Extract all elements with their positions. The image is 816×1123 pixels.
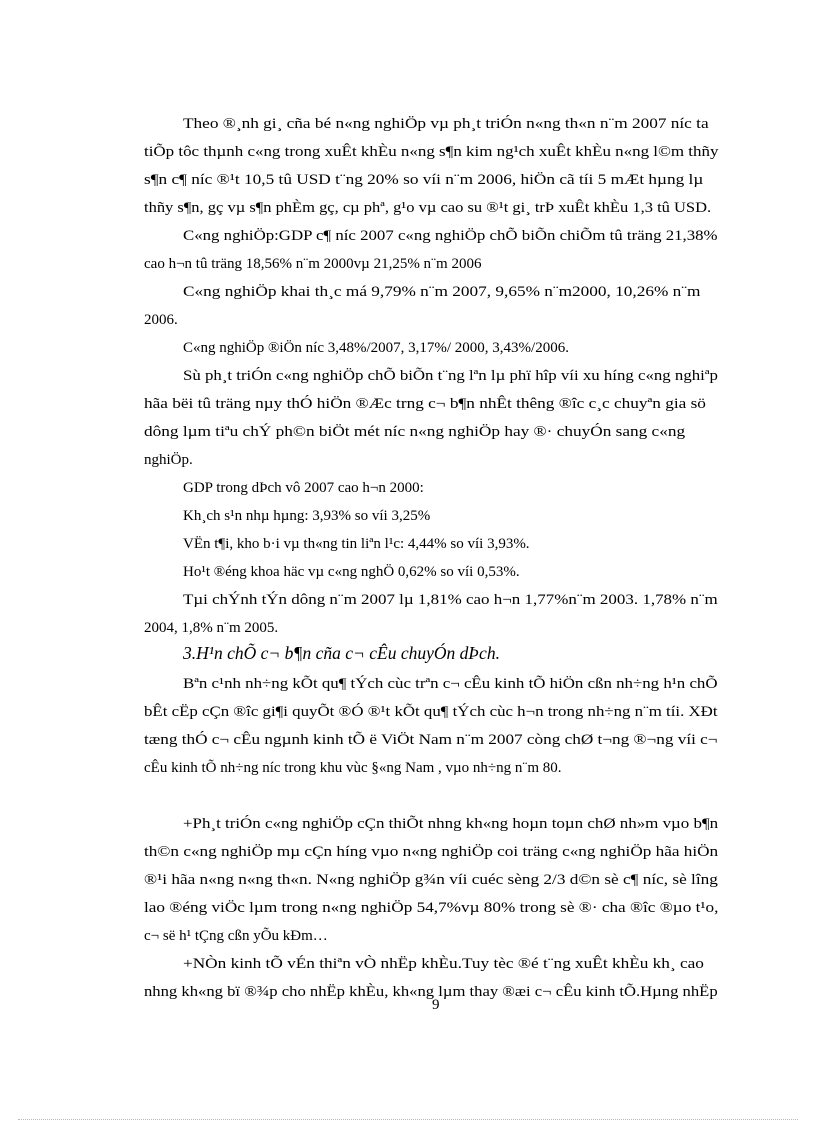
text-line: ®¹i hãa n«ng n«ng th«n. N«ng nghiÖp g¾n víi cuéc sèng 2/3 d©n sè c¶ níc, sè lîng: [144, 872, 718, 888]
text-line: c¬ së h¹ tÇng cßn yÕu kÐm…: [144, 928, 328, 944]
page-number: 9: [432, 997, 440, 1013]
text-line: 2004, 1,8% n¨m 2005.: [144, 620, 279, 636]
text-line: Tµi chÝnh tÝn dông n¨m 2007 lµ 1,81% cao h¬n 1,77%n¨m 2003. 1,78% n¨m: [183, 592, 718, 608]
text-line: nhng kh«ng bï ®¾p cho nhËp khÈu, kh«ng lµm thay ®æi c¬ cÊu kinh tÕ.Hµng nhËp: [144, 984, 718, 1000]
text-line: cao h¬n tû träng 18,56% n¨m 2000vµ 21,25% n¨m 2006: [144, 256, 482, 272]
text-line: lao ®éng viÖc lµm trong n«ng nghiÖp 54,7%vµ 80% trong sè ®· cha ®îc ®µo t¹o,: [144, 900, 719, 916]
text-line: cÊu kinh tÕ nh÷ng níc trong khu vùc §«ng Nam , vµo nh÷ng n¨m 80.: [144, 760, 562, 776]
text-line: C«ng nghiÖp khai th¸c má 9,79% n¨m 2007, 9,65% n¨m2000, 10,26% n¨m: [183, 284, 701, 300]
text-line: GDP trong dÞch vô 2007 cao h¬n 2000:: [183, 480, 424, 496]
text-line: VËn t¶i, kho b·i vµ th«ng tin liªn l¹c: 4,44% so víi 3,93%.: [183, 536, 530, 552]
text-line: Bªn c¹nh nh÷ng kÕt qu¶ tÝch cùc trªn c¬ cÊu kinh tÕ hiÖn cßn nh÷ng h¹n chÕ: [183, 676, 718, 692]
text-line: s¶n c¶ níc ®¹t 10,5 tû USD t¨ng 20% so víi n¨m 2006, hiÖn cã tíi 5 mÆt hµng lµ: [144, 172, 704, 188]
text-line: thñy s¶n, gç vµ s¶n phÈm gç, cµ phª, g¹o vµ cao su ®¹t gi¸ trÞ xuÊt khÈu 1,3 tû USD.: [144, 200, 712, 216]
text-line: tæng thÓ c¬ cÊu ngµnh kinh tÕ ë ViÖt Nam n¨m 2007 còng chØ t¬ng ®¬ng víi c¬: [144, 732, 718, 748]
text-line: tiÕp tôc thµnh c«ng trong xuÊt khÈu n«ng s¶n kim ng¹ch xuÊt khÈu n«ng l©m thñy: [144, 144, 719, 160]
text-line: C«ng nghiÖp:GDP c¶ níc 2007 c«ng nghiÖp chÕ biÕn chiÕm tû träng 21,38%: [183, 228, 718, 244]
text-line: 2006.: [144, 312, 178, 328]
text-line: bÊt cËp cÇn ®îc gi¶i quyÕt ®Ó ®¹t kÕt qu¶ tÝch cùc h¬n trong nh÷ng n¨m tíi. XÐt: [144, 704, 718, 720]
text-line: hãa bëi tû träng nµy thÓ hiÖn ®Æc trng c¬ b¶n nhÊt thêng ®îc c¸c chuyªn gia sö: [144, 396, 706, 412]
text-line: +Ph¸t triÓn c«ng nghiÖp cÇn thiÕt nhng kh«ng hoµn toµn chØ nh»m vµo b¶n: [183, 816, 719, 832]
text-line: nghiÖp.: [144, 452, 193, 468]
text-line: Ho¹t ®éng khoa häc vµ c«ng nghÖ 0,62% so víi 0,53%.: [183, 564, 520, 580]
section-heading: 3.H¹n chÕ c¬ b¶n cña c¬ cÊu chuyÓn dÞch.: [183, 643, 500, 663]
text-line: Sù ph¸t triÓn c«ng nghiÖp chÕ biÕn t¨ng lªn lµ phï hîp víi xu híng c«ng nghiªp: [183, 368, 718, 384]
text-line: C«ng nghiÖp ®iÖn níc 3,48%/2007, 3,17%/ 2000, 3,43%/2006.: [183, 340, 569, 356]
text-line: Kh¸ch s¹n nhµ hµng: 3,93% so víi 3,25%: [183, 508, 431, 524]
text-line: th©n c«ng nghiÖp mµ cÇn híng vµo n«ng nghiÖp coi träng c«ng nghiÖp hãa hiÖn: [144, 844, 719, 860]
text-line: dông lµm tiªu chÝ ph©n biÖt mét níc n«ng nghiÖp hay ®· chuyÓn sang c«ng: [144, 424, 686, 440]
page-bottom-rule: [18, 1119, 798, 1120]
text-line: +NÒn kinh tÕ vÉn thiªn vÒ nhËp khÈu.Tuy tèc ®é t¨ng xuÊt khÈu kh¸ cao: [183, 956, 704, 972]
text-line: Theo ®¸nh gi¸ cña bé n«ng nghiÖp vµ ph¸t triÓn n«ng th«n n¨m 2007 níc ta: [183, 116, 709, 132]
